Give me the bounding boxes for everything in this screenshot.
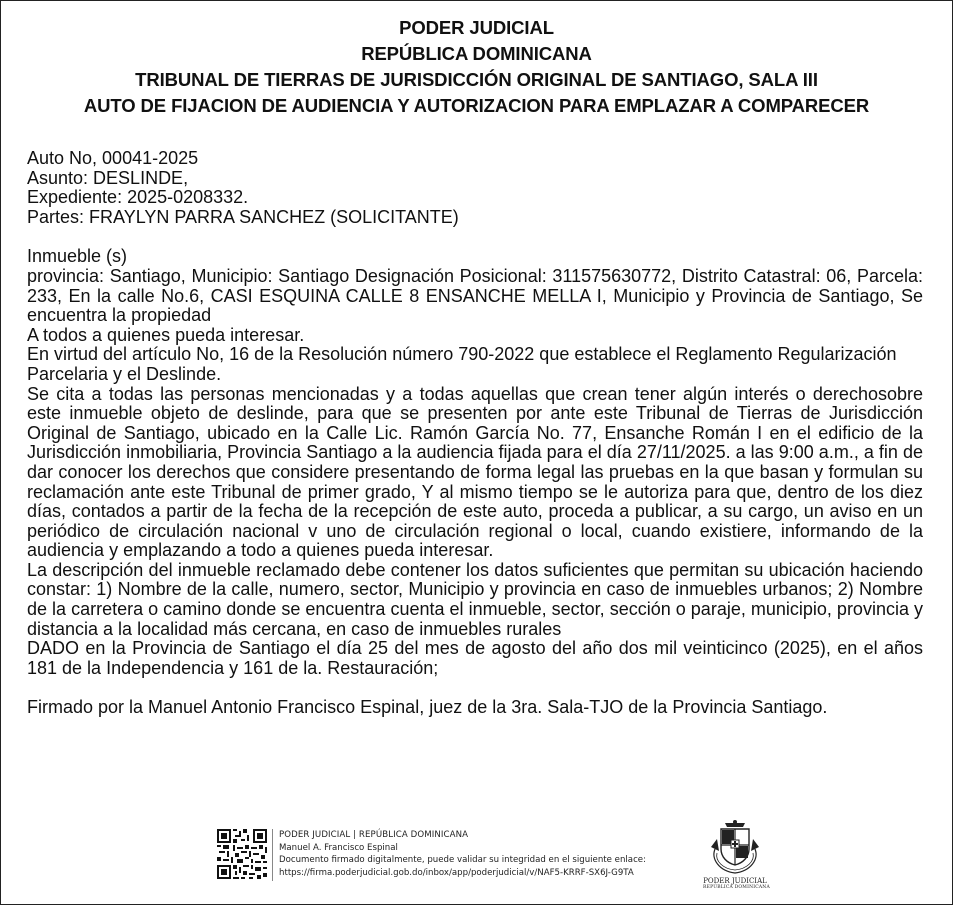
header-tribunal: TRIBUNAL DE TIERRAS DE JURISDICCIÓN ORIGINAL DE SANTIAGO, SALA III [135, 69, 818, 90]
paragraph-given-date: DADO en la Provincia de Santiago el día 25 del mes de agosto del año dos mil veinticinco (2025), en el años 181 de la Independencia y 161 de la. Restauración; [27, 638, 923, 678]
paragraph-legal-basis: En virtud del artículo No, 16 de la Resolución número 790-2022 que establece el Reglamento Regularización Parcelaria y el Deslinde. [27, 344, 897, 384]
seal-country: REPÚBLICA DOMINICANA [703, 885, 770, 890]
case-subject: Asunto: DESLINDE, [27, 167, 189, 188]
header-country: REPÚBLICA DOMINICANA [361, 43, 592, 64]
signed-by-statement: Firmado por la Manuel Antonio Francisco Espinal, juez de la 3ra. Sala-TJO de la Provincia Santiago. [27, 697, 828, 718]
spacer [27, 678, 923, 698]
validation-link[interactable]: https://firma.poderjudicial.gob.do/inbox/app/poderjudicial/v/NAF5-KRRF-SX6J-G9TA [279, 867, 634, 878]
document-body [27, 149, 923, 718]
seal-institution: PODER JUDICIAL [703, 877, 767, 885]
auto-number: Auto No, 00041-2025 [27, 148, 199, 168]
seal-caption [703, 877, 770, 891]
spacer [27, 227, 923, 247]
coat-of-arms-icon [703, 819, 767, 877]
qr-code-icon[interactable] [217, 829, 267, 879]
signature-notice: Documento firmado digitalmente, puede validar su integridad en el siguiente enlace: [279, 855, 646, 866]
case-metadata [27, 149, 923, 227]
signature-text [279, 829, 646, 879]
judicial-seal [703, 819, 770, 895]
signer-name: Manuel A. Francisco Espinal [279, 842, 398, 853]
case-file-number: Expediente: 2025-0208332. [27, 187, 249, 208]
digital-signature-block [217, 829, 687, 889]
property-description: provincia: Santiago, Municipio: Santiago Designación Posicional: 311575630772, Distrito Catastral: 06, Parcela: 233, En la calle No.6, CASI ESQUINA CALLE 8 ENSANCHE MELLA I, Municipio y Provincia de Santiago, Se encuentra la propiedad [27, 265, 923, 326]
property-heading: Inmueble (s) [27, 246, 128, 267]
document-header [1, 1, 952, 119]
divider [272, 829, 273, 881]
paragraph-summons: Se cita a todas las personas mencionadas y a todas aquellas que crean tener algún interés o derechosobre este inmueble objeto de deslinde, para que se presenten por ante este Tribunal de Tierras de Jurisdicción Original de Santiago, ubicado en la Calle Lic. Ramón García No. 77, Ensanche Román I en el edificio de la Jurisdicción inmobiliaria, Provincia Santiago a la audiencia fijada para el día 27/11/2025. a las 9:00 a.m., a fin de dar conocer los derechos que considere presentando de forma legal las pruebas en la que basan y formulan su reclamación ante este Tribunal de primer grado, Y al mismo tiempo se le autoriza para que, dentro de los diez días, contados a partir de la fecha de la recepción de este auto, proceda a publicar, a su cargo, un aviso en un periódico de circulación nacional v uno de circulación regional o local, cuando existiere, informando de la audiencia y emplazando a todo a quienes pueda interesar. [27, 383, 923, 561]
header-institution: PODER JUDICIAL [399, 17, 554, 38]
case-parties: Partes: FRAYLYN PARRA SANCHEZ (SOLICITANTE) [27, 206, 459, 227]
paragraph-description-requirements: La descripción del inmueble reclamado debe contener los datos suficientes que permitan su ubicación haciendo constar: 1) Nombre de la calle, numero, sector, Municipio y provincia en caso de inmuebles urbanos; 2) Nombre de la carretera o camino donde se encuentra cuenta el inmueble, sector, sección o paraje, municipio, provincia y distancia a la localidad más cercana, en caso de inmuebles rurales [27, 559, 923, 639]
paragraph-address: A todos a quienes pueda interesar. [27, 324, 305, 345]
signature-institution: PODER JUDICIAL | REPÚBLICA DOMINICANA [279, 830, 469, 840]
header-document-title: AUTO DE FIJACION DE AUDIENCIA Y AUTORIZACION PARA EMPLAZAR A COMPARECER [83, 95, 870, 116]
